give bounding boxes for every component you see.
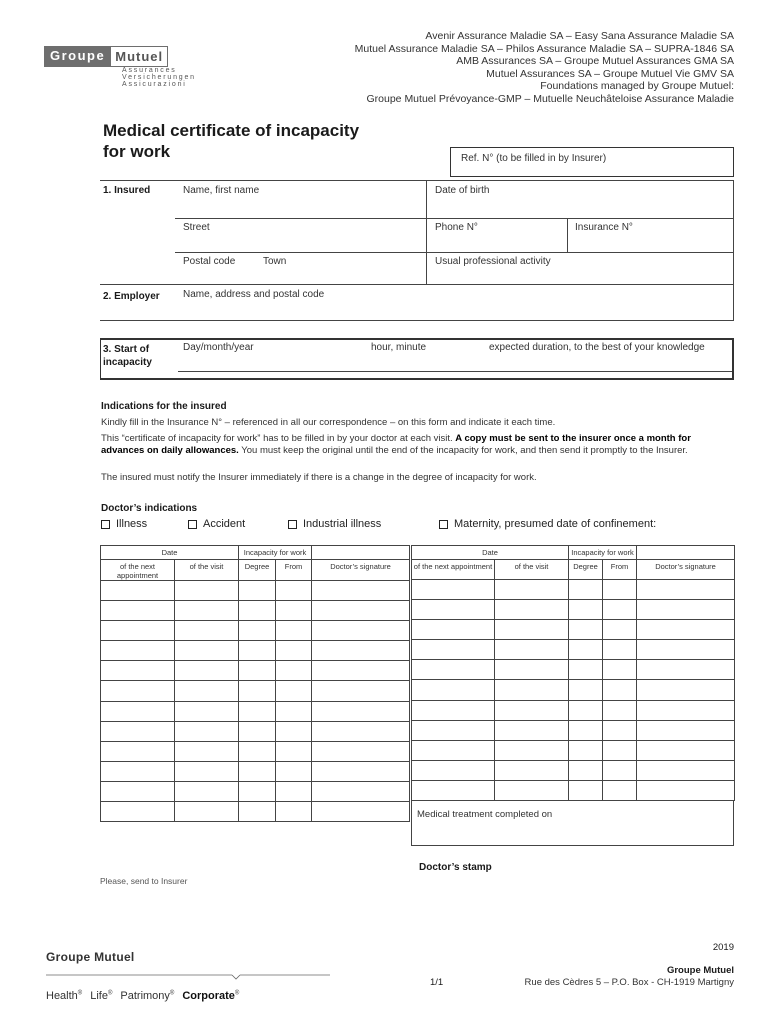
table-cell[interactable] bbox=[637, 680, 735, 700]
checkbox-label: Accident bbox=[203, 518, 246, 530]
header-incapacity: Incapacity for work bbox=[569, 546, 637, 560]
table-row bbox=[412, 600, 735, 620]
table-cell[interactable] bbox=[276, 721, 312, 741]
section-employer-label: 2. Employer bbox=[103, 291, 160, 302]
table-cell[interactable] bbox=[175, 661, 239, 681]
table-cell[interactable] bbox=[239, 601, 276, 621]
table-cell[interactable] bbox=[637, 780, 735, 800]
table-cell[interactable] bbox=[239, 721, 276, 741]
employer-field[interactable]: Name, address and postal code bbox=[183, 289, 325, 300]
table-cell[interactable] bbox=[239, 681, 276, 701]
form-divider bbox=[426, 180, 427, 284]
header-from: From bbox=[603, 560, 637, 580]
checkbox-industrial-illness[interactable] bbox=[288, 518, 381, 530]
start-hour-field[interactable]: hour, minute bbox=[371, 342, 427, 353]
table-cell[interactable] bbox=[637, 600, 735, 620]
table-cell[interactable] bbox=[276, 681, 312, 701]
checkbox-icon[interactable] bbox=[288, 520, 297, 529]
table-cell[interactable] bbox=[603, 740, 637, 760]
table-cell[interactable] bbox=[603, 780, 637, 800]
table-cell[interactable] bbox=[239, 661, 276, 681]
phone-field[interactable]: Phone N° bbox=[435, 222, 478, 233]
table-cell[interactable] bbox=[312, 781, 410, 801]
table-cell[interactable] bbox=[276, 741, 312, 761]
table-cell[interactable] bbox=[412, 600, 495, 620]
brand-label: Life bbox=[90, 990, 108, 1002]
table-cell[interactable] bbox=[276, 601, 312, 621]
company-line: Avenir Assurance Maladie SA – Easy Sana Assurance Maladie SA bbox=[425, 30, 734, 42]
header-visit: of the visit bbox=[175, 560, 239, 581]
table-cell[interactable] bbox=[101, 741, 175, 761]
table-cell[interactable] bbox=[175, 701, 239, 721]
date-of-birth-field[interactable]: Date of birth bbox=[435, 185, 490, 196]
send-to-insurer-note: Please, send to Insurer bbox=[100, 876, 188, 886]
table-cell[interactable] bbox=[175, 781, 239, 801]
checkbox-label: Maternity, presumed date of confinement: bbox=[454, 518, 657, 530]
company-line: Mutuel Assurances SA – Groupe Mutuel Vie GMV SA bbox=[486, 67, 734, 80]
table-row bbox=[101, 641, 410, 661]
table-cell[interactable] bbox=[495, 600, 569, 620]
name-field[interactable]: Name, first name bbox=[183, 185, 260, 196]
document-title bbox=[103, 120, 423, 162]
table-row bbox=[101, 761, 410, 781]
header-degree: Degree bbox=[569, 560, 603, 580]
header-next-appointment: of the next appointment bbox=[412, 560, 495, 580]
table-cell[interactable] bbox=[312, 581, 410, 601]
table-cell[interactable] bbox=[603, 580, 637, 600]
table-cell[interactable] bbox=[569, 740, 603, 760]
table-cell[interactable] bbox=[412, 700, 495, 720]
table-cell[interactable] bbox=[101, 701, 175, 721]
form-line bbox=[100, 320, 734, 321]
table-cell[interactable] bbox=[175, 681, 239, 701]
table-cell[interactable] bbox=[603, 640, 637, 660]
start-date-field[interactable]: Day/month/year bbox=[183, 342, 254, 353]
doctor-indications-title: Doctor’s indications bbox=[101, 503, 198, 514]
header-next-appointment: of the next appointment bbox=[101, 560, 175, 581]
table-cell[interactable] bbox=[101, 641, 175, 661]
section-insured-label: 1. Insured bbox=[103, 185, 151, 196]
visits-table-left bbox=[100, 545, 410, 822]
table-row bbox=[101, 701, 410, 721]
checkbox-maternity[interactable] bbox=[439, 518, 656, 530]
table-cell[interactable] bbox=[175, 741, 239, 761]
p2-text-end: You must keep the original until the end of the incapacity for work, and then send it promptly to the Insurer. bbox=[238, 445, 688, 456]
brand-corporate: Corporate® bbox=[182, 990, 240, 1002]
header-visit: of the visit bbox=[495, 560, 569, 580]
table-cell[interactable] bbox=[637, 740, 735, 760]
insurance-number-field[interactable]: Insurance N° bbox=[575, 222, 633, 233]
footer-divider-icon bbox=[46, 971, 330, 981]
table-cell[interactable] bbox=[276, 581, 312, 601]
table-cell[interactable] bbox=[101, 681, 175, 701]
logo-part-1: Groupe bbox=[44, 46, 110, 67]
table-cell[interactable] bbox=[239, 641, 276, 661]
table-row bbox=[412, 740, 735, 760]
checkbox-icon[interactable] bbox=[101, 520, 110, 529]
table-cell[interactable] bbox=[175, 802, 239, 822]
table-cell[interactable] bbox=[569, 700, 603, 720]
table-cell[interactable] bbox=[637, 760, 735, 780]
table-row bbox=[412, 680, 735, 700]
logo-sub-1: Assurances bbox=[122, 67, 177, 74]
brand-label: Corporate bbox=[182, 990, 235, 1002]
footer-logo: Groupe Mutuel bbox=[46, 950, 135, 964]
footer-brands bbox=[46, 990, 239, 1002]
table-cell[interactable] bbox=[175, 621, 239, 641]
table-cell[interactable] bbox=[101, 581, 175, 601]
table-row bbox=[101, 802, 410, 822]
table-row bbox=[101, 741, 410, 761]
table-cell[interactable] bbox=[569, 620, 603, 640]
table-cell[interactable] bbox=[637, 640, 735, 660]
table-cell[interactable] bbox=[276, 781, 312, 801]
checkbox-accident[interactable] bbox=[188, 518, 245, 530]
medical-treatment-completed-field[interactable]: Medical treatment completed on bbox=[411, 800, 734, 846]
table-cell[interactable] bbox=[569, 760, 603, 780]
logo-sub-3: Assicurazioni bbox=[122, 81, 187, 88]
form-line bbox=[100, 180, 734, 181]
table-cell[interactable] bbox=[101, 761, 175, 781]
form-divider bbox=[733, 180, 734, 320]
table-row bbox=[101, 721, 410, 741]
table-cell[interactable] bbox=[175, 761, 239, 781]
page-number: 1/1 bbox=[430, 977, 444, 988]
table-cell[interactable] bbox=[495, 580, 569, 600]
footer-company: Groupe Mutuel bbox=[666, 965, 734, 976]
table-cell[interactable] bbox=[312, 761, 410, 781]
table-cell[interactable] bbox=[239, 761, 276, 781]
table-row bbox=[412, 640, 735, 660]
table-cell[interactable] bbox=[412, 580, 495, 600]
checkbox-illness[interactable] bbox=[101, 518, 147, 530]
table-cell[interactable] bbox=[101, 781, 175, 801]
table-cell[interactable] bbox=[101, 601, 175, 621]
professional-activity-field[interactable]: Usual professional activity bbox=[435, 256, 551, 267]
table-cell[interactable] bbox=[603, 760, 637, 780]
table-cell[interactable] bbox=[312, 721, 410, 741]
table-cell[interactable] bbox=[603, 620, 637, 640]
table-cell[interactable] bbox=[412, 620, 495, 640]
table-row bbox=[412, 780, 735, 800]
logo-part-2: Mutuel bbox=[110, 46, 168, 67]
town-field[interactable]: Town bbox=[263, 256, 287, 267]
header-degree: Degree bbox=[239, 560, 276, 581]
table-cell[interactable] bbox=[276, 761, 312, 781]
section-start-label bbox=[103, 343, 152, 369]
table-cell[interactable] bbox=[603, 600, 637, 620]
start-label-line-2: incapacity bbox=[103, 357, 152, 368]
header-incapacity: Incapacity for work bbox=[239, 546, 312, 560]
table-cell[interactable] bbox=[412, 640, 495, 660]
indications-paragraph-1: Kindly fill in the Insurance N° – referenced in all our correspondence – on this form and indicate it each time. bbox=[101, 417, 556, 428]
table-cell[interactable] bbox=[312, 641, 410, 661]
form-line bbox=[175, 218, 734, 219]
indications-title: Indications for the insured bbox=[101, 401, 227, 412]
table-cell[interactable] bbox=[637, 580, 735, 600]
table-cell[interactable] bbox=[412, 740, 495, 760]
table-cell[interactable] bbox=[495, 620, 569, 640]
table-cell[interactable] bbox=[412, 680, 495, 700]
table-cell[interactable] bbox=[276, 701, 312, 721]
table-cell[interactable] bbox=[495, 780, 569, 800]
table-cell[interactable] bbox=[495, 720, 569, 740]
table-row bbox=[101, 781, 410, 801]
table-cell[interactable] bbox=[603, 660, 637, 680]
header-date: Date bbox=[412, 546, 569, 560]
header-empty bbox=[637, 546, 735, 560]
table-cell[interactable] bbox=[569, 640, 603, 660]
table-cell[interactable] bbox=[569, 720, 603, 740]
table-cell[interactable] bbox=[175, 721, 239, 741]
footer-year: 2019 bbox=[712, 942, 734, 953]
table-cell[interactable] bbox=[412, 720, 495, 740]
table-cell[interactable] bbox=[412, 660, 495, 680]
table-cell[interactable] bbox=[276, 661, 312, 681]
table-cell[interactable] bbox=[276, 802, 312, 822]
street-field[interactable]: Street bbox=[183, 222, 210, 233]
table-cell[interactable] bbox=[603, 680, 637, 700]
logo-sub-2: Versicherungen bbox=[122, 74, 196, 81]
logo-subtitle bbox=[122, 67, 196, 88]
table-cell[interactable] bbox=[239, 701, 276, 721]
table-cell[interactable] bbox=[569, 600, 603, 620]
groupe-mutuel-logo bbox=[44, 46, 168, 67]
table-cell[interactable] bbox=[412, 780, 495, 800]
table-cell[interactable] bbox=[637, 700, 735, 720]
title-line-1: Medical certificate of incapacity bbox=[103, 121, 360, 140]
table-cell[interactable] bbox=[101, 721, 175, 741]
table-cell[interactable] bbox=[603, 700, 637, 720]
table-cell[interactable] bbox=[637, 720, 735, 740]
table-row bbox=[412, 660, 735, 680]
checkbox-icon[interactable] bbox=[439, 520, 448, 529]
table-cell[interactable] bbox=[276, 641, 312, 661]
table-cell[interactable] bbox=[101, 621, 175, 641]
table-row bbox=[412, 580, 735, 600]
table-cell[interactable] bbox=[239, 741, 276, 761]
visits-table-right bbox=[411, 545, 735, 801]
p2-text: This “certificate of incapacity for work” has to be filled in by your doctor at each visit. bbox=[101, 433, 456, 444]
table-cell[interactable] bbox=[312, 601, 410, 621]
table-row bbox=[412, 700, 735, 720]
table-cell[interactable] bbox=[569, 580, 603, 600]
table-row bbox=[412, 720, 735, 740]
table-cell[interactable] bbox=[495, 640, 569, 660]
table-cell[interactable] bbox=[239, 781, 276, 801]
checkbox-label: Illness bbox=[116, 518, 148, 530]
brand-label: Patrimony bbox=[120, 990, 170, 1002]
table-cell[interactable] bbox=[101, 802, 175, 822]
table-row bbox=[101, 581, 410, 601]
company-list bbox=[355, 30, 734, 106]
company-line: Foundations managed by Groupe Mutuel: bbox=[540, 80, 734, 93]
doctor-stamp-label: Doctor’s stamp bbox=[419, 862, 492, 873]
ref-number-field[interactable]: Ref. N° (to be filled in by Insurer) bbox=[450, 147, 734, 177]
table-cell[interactable] bbox=[495, 700, 569, 720]
table-row bbox=[101, 681, 410, 701]
table-row bbox=[101, 661, 410, 681]
form-line bbox=[100, 284, 734, 285]
header-empty bbox=[312, 546, 410, 560]
postal-code-field[interactable]: Postal code bbox=[183, 256, 236, 267]
table-row bbox=[101, 621, 410, 641]
checkbox-label: Industrial illness bbox=[303, 518, 382, 530]
table-cell[interactable] bbox=[637, 620, 735, 640]
expected-duration-field[interactable]: expected duration, to the best of your knowledge bbox=[489, 342, 705, 353]
table-cell[interactable] bbox=[312, 701, 410, 721]
table-cell[interactable] bbox=[175, 601, 239, 621]
company-line: Mutuel Assurance Maladie SA – Philos Assurance Maladie SA – SUPRA-1846 SA bbox=[354, 42, 734, 55]
table-cell[interactable] bbox=[312, 741, 410, 761]
table-cell[interactable] bbox=[239, 802, 276, 822]
start-label-line-1: 3. Start of bbox=[103, 344, 150, 355]
company-line: AMB Assurances SA – Groupe Mutuel Assurances GMA SA bbox=[456, 55, 734, 68]
table-cell[interactable] bbox=[569, 660, 603, 680]
brand-label: Health bbox=[46, 990, 78, 1002]
table-cell[interactable] bbox=[312, 802, 410, 822]
table-cell[interactable] bbox=[495, 760, 569, 780]
title-line-2: for work bbox=[103, 142, 171, 161]
table-row bbox=[412, 620, 735, 640]
header-signature: Doctor’s signature bbox=[637, 560, 735, 580]
table-row bbox=[101, 601, 410, 621]
header-date: Date bbox=[101, 546, 239, 560]
table-cell[interactable] bbox=[312, 661, 410, 681]
table-cell[interactable] bbox=[569, 780, 603, 800]
indications-paragraph-3: The insured must notify the Insurer immediately if there is a change in the degree of incapacity for work. bbox=[101, 472, 537, 483]
p2-bold-text: A copy must be sent to the insurer once a month for advances on daily allowances. bbox=[101, 433, 691, 456]
table-cell[interactable] bbox=[276, 621, 312, 641]
form-line bbox=[178, 371, 732, 372]
table-cell[interactable] bbox=[175, 581, 239, 601]
table-cell[interactable] bbox=[101, 661, 175, 681]
table-cell[interactable] bbox=[495, 660, 569, 680]
table-cell[interactable] bbox=[175, 641, 239, 661]
table-cell[interactable] bbox=[239, 581, 276, 601]
table-cell[interactable] bbox=[412, 760, 495, 780]
table-cell[interactable] bbox=[603, 720, 637, 740]
brand-patrimony: Patrimony® bbox=[120, 990, 175, 1002]
company-line: Groupe Mutuel Prévoyance-GMP – Mutuelle Neuchâteloise Assurance Maladie bbox=[366, 92, 734, 105]
table-cell[interactable] bbox=[239, 621, 276, 641]
table-cell[interactable] bbox=[569, 680, 603, 700]
table-row bbox=[412, 760, 735, 780]
table-cell[interactable] bbox=[495, 680, 569, 700]
header-signature: Doctor’s signature bbox=[312, 560, 410, 581]
form-line bbox=[175, 252, 734, 253]
table-cell[interactable] bbox=[312, 621, 410, 641]
footer-address: Rue des Cèdres 5 – P.O. Box - CH-1919 Martigny bbox=[524, 977, 734, 988]
form-divider bbox=[567, 218, 568, 252]
brand-health: Health® bbox=[46, 990, 83, 1002]
indications-paragraph-2 bbox=[101, 433, 733, 457]
header-from: From bbox=[276, 560, 312, 581]
brand-life: Life® bbox=[90, 990, 113, 1002]
checkbox-icon[interactable] bbox=[188, 520, 197, 529]
table-cell[interactable] bbox=[495, 740, 569, 760]
table-cell[interactable] bbox=[637, 660, 735, 680]
table-cell[interactable] bbox=[312, 681, 410, 701]
